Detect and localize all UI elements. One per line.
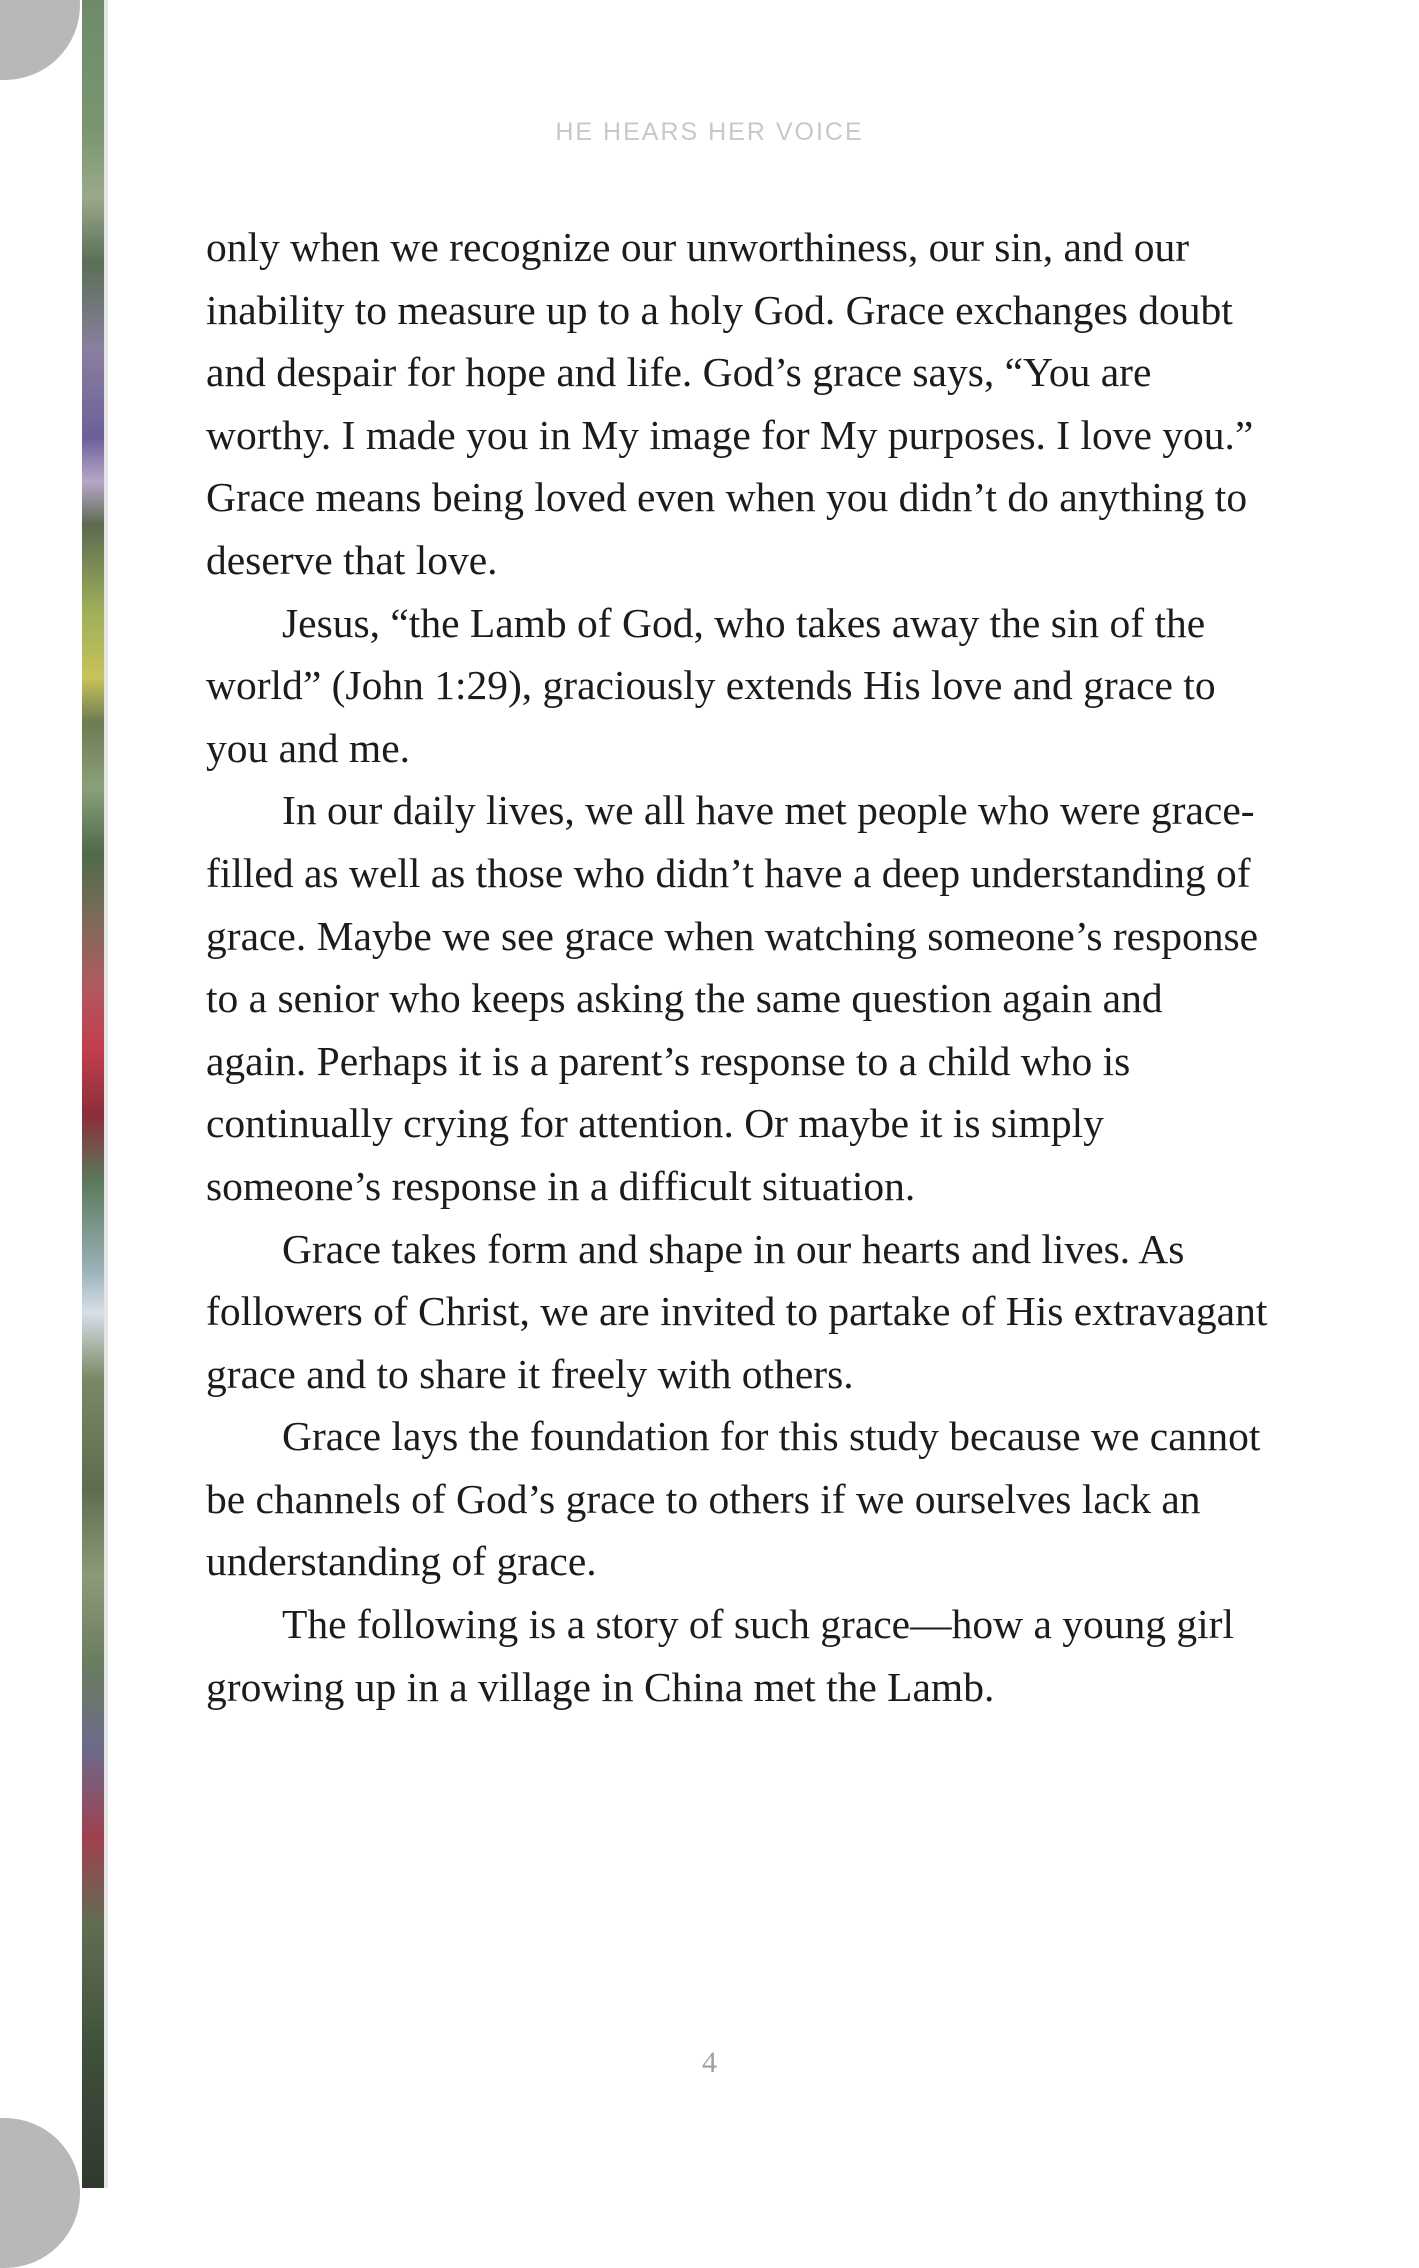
paragraph-2: Jesus, “the Lamb of God, who takes away the sin of the world” (John 1:29), graciously extends His love and grace to you and me.	[206, 599, 1216, 771]
paragraph-6: The following is a story of such grace—how a young girl growing up in a village in China met the Lamb.	[206, 1601, 1234, 1710]
paragraph-1: only when we recognize our unworthiness, our sin, and our inability to measure up to a holy God. Grace exchanges doubt and despair for hope and life. God’s grace says, “You are worthy. I made you in My image for My purposes. I love you.” Grace means being loved even when you didn’t do anything to deserve that love.	[206, 224, 1254, 583]
scan-corner-top	[0, 0, 80, 80]
scan-corner-bottom	[0, 2118, 80, 2268]
paragraph-4: Grace takes form and shape in our hearts and lives. As followers of Christ, we are invited to partake of His extravagant grace and to share it freely with others.	[206, 1225, 1268, 1397]
book-spine-edge	[82, 0, 106, 2188]
body-text	[206, 216, 1272, 1718]
running-head: HE HEARS HER VOICE	[555, 118, 864, 146]
paragraph-5: Grace lays the foundation for this study because we cannot be channels of God’s grace to others if we ourselves lack an understanding of grace.	[206, 1413, 1261, 1585]
page-number: 4	[702, 2046, 717, 2079]
page-gutter	[104, 0, 108, 2188]
paragraph-3: In our daily lives, we all have met people who were grace-filled as well as those who didn’t have a deep understanding of grace. Maybe we see grace when watching someone’s response to a senior who keeps asking the same question again and again. Perhaps it is a parent’s response to a child who is continually crying for attention. Or maybe it is simply someone’s response in a difficult situation.	[206, 787, 1259, 1209]
